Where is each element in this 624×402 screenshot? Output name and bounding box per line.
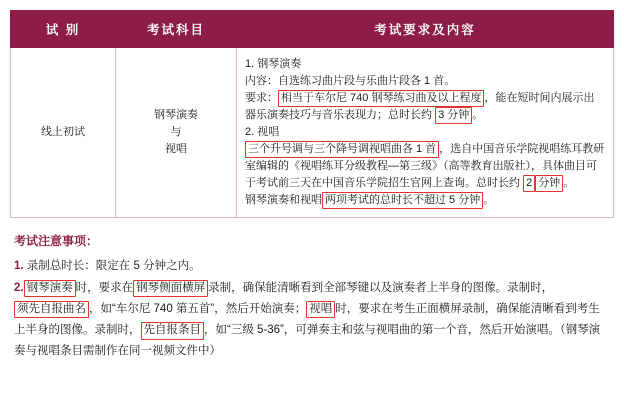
content-text-requirement-end: 。: [472, 109, 484, 122]
content-label-yaoqiu: 要求：: [245, 92, 278, 105]
note-text-2-seg10: 确保能清晰看到考生上半身的图像。录制时，: [14, 302, 600, 337]
highlight-sight-singing-keys: 三个升号调与三个降号调视唱曲各 1 首: [245, 141, 439, 158]
cell-exam-subject: [116, 48, 237, 218]
content-text-requirement-cont: 出器乐演奏技巧与音乐表现力；总时长约: [245, 92, 595, 122]
notes-title: 考试注意事项：: [14, 234, 99, 249]
note-text-2-seg13: 第一个音，然后开始演唱。（钢琴演奏与视唱条目需制作在同一视频文件中）: [14, 324, 601, 358]
table-header-row: [11, 11, 614, 48]
content-text-sight-singing-3: 具体曲目可于考试前三天在中国音乐学院招生官网上查询。总时长约: [245, 160, 597, 190]
note-item: [14, 278, 610, 363]
highlight-sight-singing: 视唱: [306, 301, 335, 319]
table-row: [11, 48, 614, 218]
cell-exam-type: 线上初试: [11, 48, 116, 218]
content-text-total-prefix: 钢琴演奏和视唱: [245, 194, 322, 207]
content-text-total-suffix: 。: [483, 194, 495, 207]
cell-exam-content: [237, 48, 614, 218]
note-item: [14, 256, 610, 277]
highlight-czerny-level: 相当于车尔尼 740 钢琴练习曲及以上程度: [278, 90, 484, 107]
exam-requirements-table: [10, 10, 614, 218]
content-item-1-requirement: [245, 90, 605, 124]
highlight-side-landscape-recording: 钢琴侧面横屏: [133, 280, 208, 298]
content-text-requirement-mid: ，能在短时间内展示: [484, 92, 584, 105]
content-total-duration: [245, 192, 605, 209]
note-text-2-seg12: ，如“三级 5-36”，可弹奏主和弦与视唱曲的: [204, 324, 422, 337]
column-header-content: 考试要求及内容: [237, 11, 614, 48]
note-text-2-seg5: 制时，: [518, 281, 554, 294]
column-header-subject: 考试科目: [116, 11, 237, 48]
content-item-2-title: 2. 视唱: [245, 126, 280, 139]
content-item-1-title: 1. 钢琴演奏: [245, 58, 302, 70]
table-body: [11, 48, 614, 218]
content-text-sight-singing-end: 。: [563, 177, 575, 190]
note-text-2-seg2: 时，要求在: [75, 281, 134, 294]
note-number-2: 2.: [14, 281, 24, 294]
highlight-announce-item: 先自报条目: [141, 322, 205, 340]
highlight-duration-2min-a: 2: [523, 175, 535, 192]
subject-line-2: 与: [170, 126, 182, 139]
highlight-total-duration: 两项考试的总时长不超过 5 分钟: [322, 192, 483, 209]
note-text-2-seg9: 时，要求在考生正面横屏录制，: [335, 302, 497, 315]
content-label-neirong: 内容：: [245, 75, 278, 88]
highlight-duration-2min-b: 分钟: [535, 175, 563, 192]
note-text-1: 录制总时长：限定在 5 分钟之内。: [26, 260, 201, 273]
content-text-neirong: 自选练习曲片段与乐曲片段各 1 首。: [278, 75, 456, 88]
content-item-1-body: [245, 73, 605, 90]
highlight-piano-performance: 钢琴演奏: [24, 280, 76, 298]
content-text-sight-singing-2: 耳教研室编辑的《视唱练耳分级教程—第三级》（高等教育出版社），: [245, 143, 605, 173]
note-text-2-seg7: ，如“车尔尼 740 第五首”，然后开始演奏；: [89, 302, 307, 315]
column-header-type: 试 别: [11, 11, 116, 48]
note-number-1: 1.: [14, 260, 24, 273]
content-item-2-body: [245, 141, 605, 192]
highlight-announce-title: 须先自报曲名: [14, 301, 89, 319]
note-text-2-seg4: 录制，确保能清晰看到全部琴键以及演奏者上半身的图像。录: [208, 281, 519, 294]
exam-notes-section: [10, 232, 614, 362]
subject-line-3: 视唱: [165, 143, 187, 156]
subject-line-1: 钢琴演奏: [154, 109, 198, 122]
content-text-sight-singing-1: ，选自中国音乐学院视唱练: [439, 143, 572, 156]
table-header: [11, 11, 614, 48]
highlight-duration-3min: 3 分钟: [435, 107, 472, 124]
